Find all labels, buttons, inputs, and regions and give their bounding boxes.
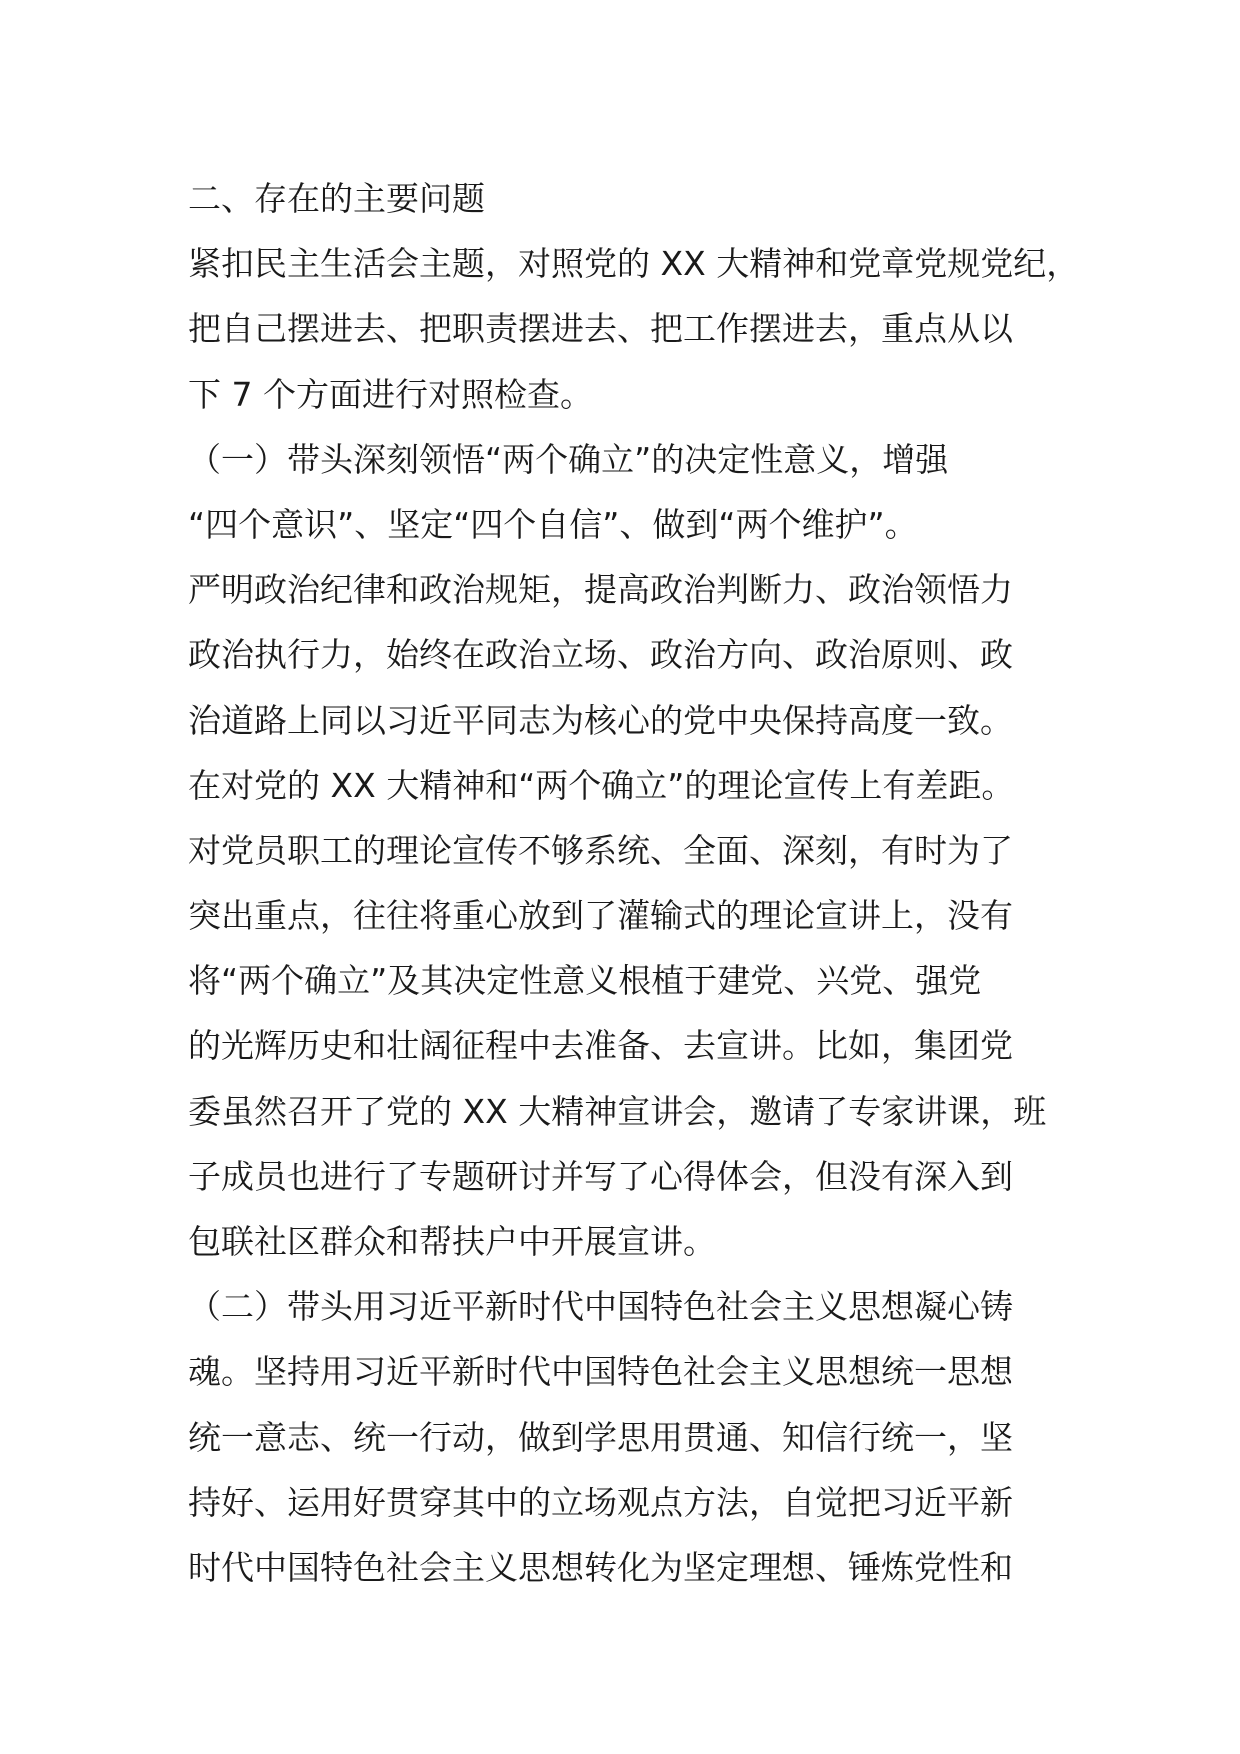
subsection-heading-2: （二）带头用习近平新时代中国特色社会主义思想凝心铸 bbox=[188, 1287, 1013, 1327]
text-line: 时代中国特色社会主义思想转化为坚定理想、锤炼党性和 bbox=[188, 1547, 1013, 1587]
subsection-heading-1: （一）带头深刻领悟“两个确立”的决定性意义，增强 bbox=[188, 439, 949, 479]
document-body bbox=[188, 166, 1080, 1600]
text-line: 对党员职工的理论宣传不够系统、全面、深刻，有时为了 bbox=[188, 830, 1013, 870]
text-line: 魂。坚持用习近平新时代中国特色社会主义思想统一思想 bbox=[188, 1352, 1013, 1392]
text-line: 包联社区群众和帮扶户中开展宣讲。 bbox=[188, 1222, 716, 1261]
text-line: 在对党的 XX 大精神和“两个确立”的理论宣传上有差距。 bbox=[188, 765, 1015, 805]
text-line: 统一意志、统一行动，做到学思用贯通、知信行统一，坚 bbox=[188, 1417, 1013, 1457]
text-line: 子成员也进行了专题研讨并写了心得体会，但没有深入到 bbox=[188, 1156, 1013, 1196]
text-line: 将“两个确立”及其决定性意义根植于建党、兴党、强党 bbox=[188, 961, 982, 1001]
text-line: 下 7 个方面进行对照检查。 bbox=[188, 374, 593, 414]
text-line: 持好、运用好贯穿其中的立场观点方法，自觉把习近平新 bbox=[188, 1482, 1013, 1522]
text-line: “四个意识”、坚定“四个自信”、做到“两个维护”。 bbox=[188, 504, 918, 544]
text-line: 治道路上同以习近平同志为核心的党中央保持高度一致。 bbox=[188, 700, 1013, 740]
section-heading: 二、存在的主要问题 bbox=[188, 179, 485, 218]
text-line: 政治执行力，始终在政治立场、政治方向、政治原则、政 bbox=[188, 635, 1013, 675]
text-line: 紧扣民主生活会主题，对照党的 XX 大精神和党章党规党纪， bbox=[188, 244, 1080, 284]
text-line: 的光辉历史和壮阔征程中去准备、去宣讲。比如，集团党 bbox=[188, 1026, 1013, 1066]
text-line: 突出重点，往往将重心放到了灌输式的理论宣讲上，没有 bbox=[188, 896, 1013, 936]
text-line: 委虽然召开了党的 XX 大精神宣讲会，邀请了专家讲课，班 bbox=[188, 1091, 1047, 1131]
text-line: 严明政治纪律和政治规矩，提高政治判断力、政治领悟力 bbox=[188, 570, 1013, 610]
text-line: 把自己摆进去、把职责摆进去、把工作摆进去，重点从以 bbox=[188, 309, 1013, 349]
